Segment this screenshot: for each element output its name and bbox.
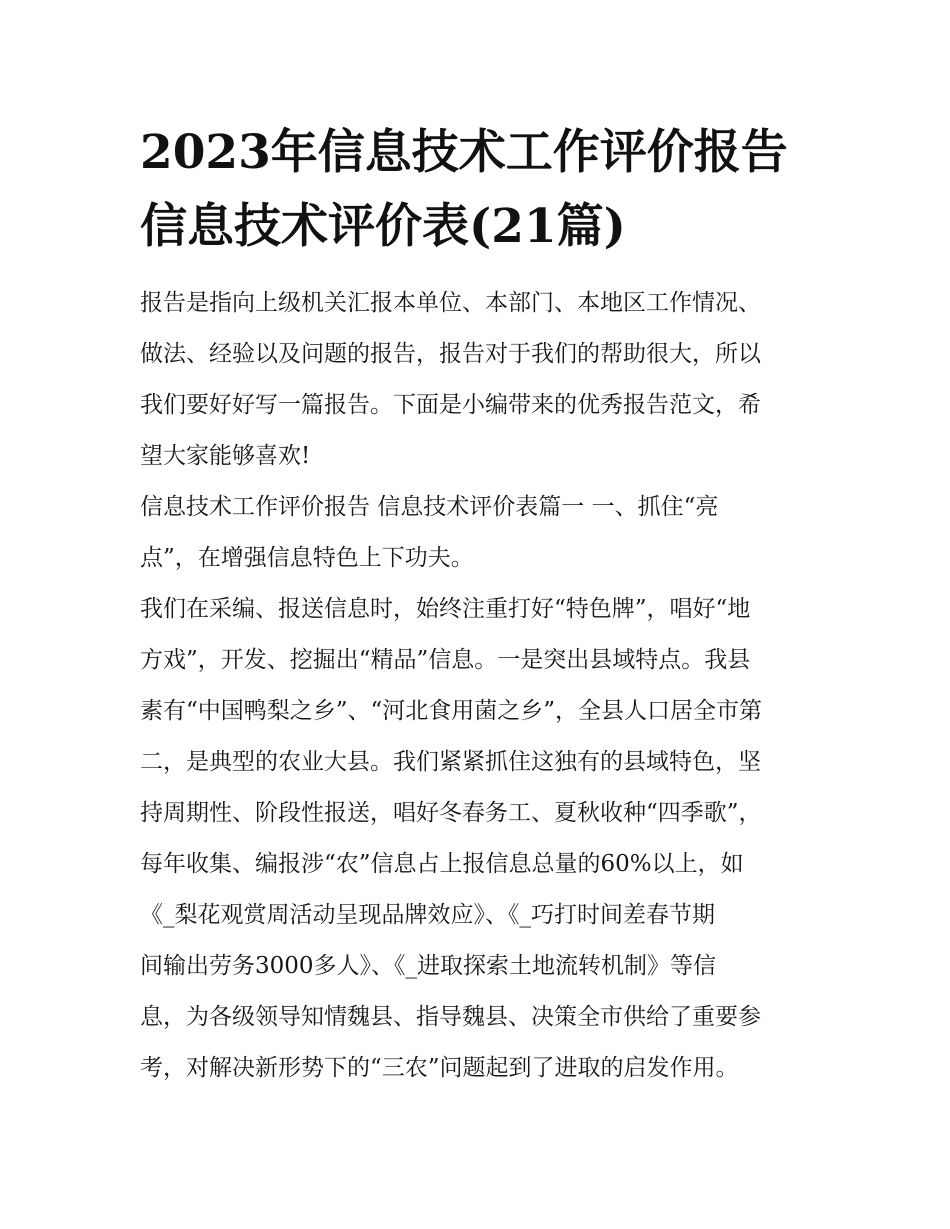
body-line: 做法、经验以及问题的报告，报告对于我们的帮助很大，所以 xyxy=(140,341,761,367)
body-line: 持周期性、阶段性报送，唱好冬春务工、夏秋收种“四季歌”， xyxy=(140,800,762,826)
body-line: 间输出劳务3000多人》、《_进取探索土地流转机制》等信 xyxy=(140,953,717,979)
body-line: 素有“中国鸭梨之乡”、“河北食用菌之乡”，全县人口居全市第 xyxy=(140,698,763,724)
document-title xyxy=(140,116,830,264)
title-line-1: 2023年信息技术工作评价报告 xyxy=(140,125,788,180)
body-line: 考，对解决新形势下的“三农”问题起到了进取的启发作用。 xyxy=(140,1055,739,1081)
body-line: 信息技术工作评价报告 信息技术评价表篇一 一、抓住“亮 xyxy=(140,494,719,520)
body-line: 我们在采编、报送信息时，始终注重打好“特色牌”，唱好“地 xyxy=(140,596,751,622)
title-line-2: 信息技术评价表(21篇) xyxy=(140,199,626,254)
body-line: 方戏”，开发、挖掘出“精品”信息。一是突出县域特点。我县 xyxy=(140,647,751,673)
body-line: 息，为各级领导知情魏县、指导魏县、决策全市供给了重要参 xyxy=(140,1004,761,1030)
body-line: 《_梨花观赏周活动呈现品牌效应》、《_巧打时间差春节期 xyxy=(140,902,715,928)
body-line: 报告是指向上级机关汇报本单位、本部门、本地区工作情况、 xyxy=(140,290,761,316)
document-body xyxy=(140,278,820,1094)
body-line: 我们要好好写一篇报告。下面是小编带来的优秀报告范文，希 xyxy=(140,392,761,418)
body-line: 每年收集、编报涉“农”信息占上报信息总量的60%以上，如 xyxy=(140,851,744,877)
body-line: 点”，在增强信息特色上下功夫。 xyxy=(140,545,474,571)
body-line: 二，是典型的农业大县。我们紧紧抓住这独有的县域特色，坚 xyxy=(140,749,761,775)
body-line: 望大家能够喜欢! xyxy=(140,443,311,469)
